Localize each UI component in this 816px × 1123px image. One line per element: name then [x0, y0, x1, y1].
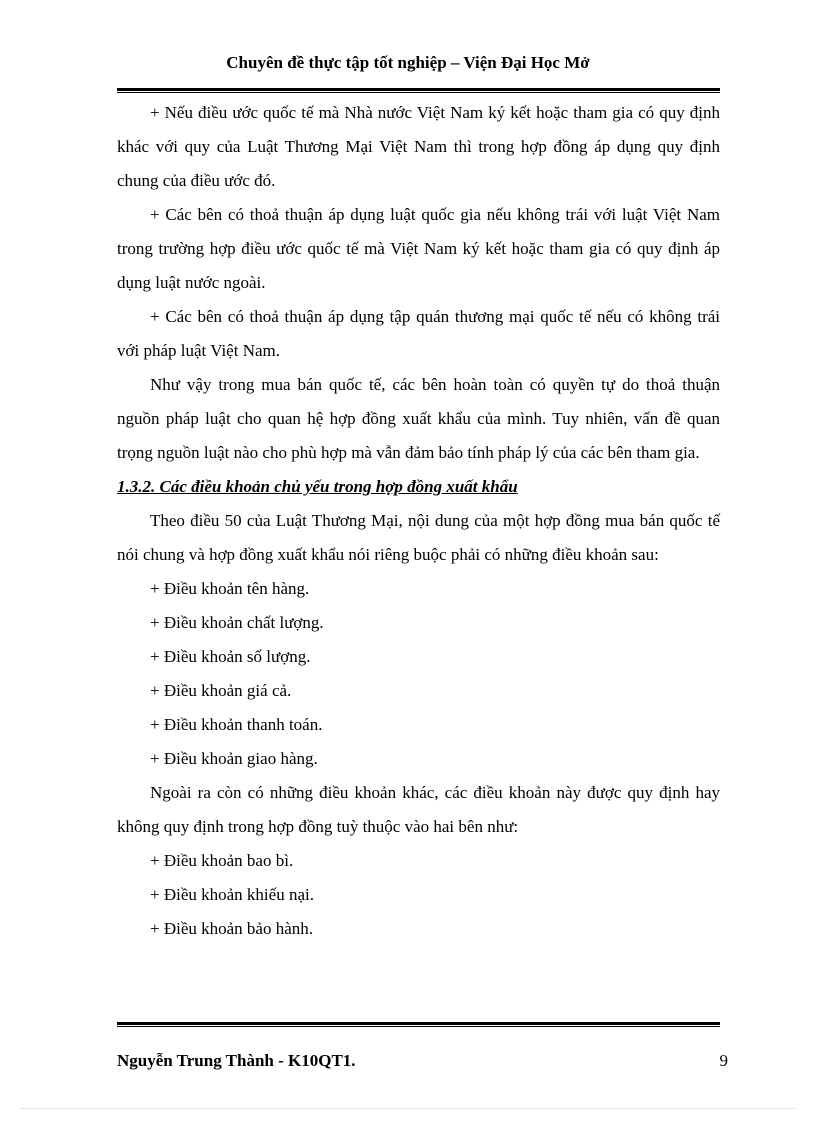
paragraph-clauses-intro: Theo điều 50 của Luật Thương Mại, nội dung của một hợp đồng mua bán quốc tế nói chung và hợp đồng xuất khẩu nói riêng buộc phải có những điều khoản sau: — [117, 511, 720, 564]
paragraph-international-treaty: + Nếu điều ước quốc tế mà Nhà nước Việt Nam ký kết hoặc tham gia có quy định khác với quy của Luật Thương Mại Việt Nam thì trong hợp đồng áp dụng quy định chung của điều ước đó. — [117, 103, 720, 190]
list-item: + Điều khoản số lượng. — [150, 647, 311, 666]
footer-divider — [117, 1022, 720, 1027]
page-number: 9 — [719, 1051, 728, 1070]
list-item: + Điều khoản giá cả. — [150, 681, 292, 700]
list-item: + Điều khoản bao bì. — [150, 851, 294, 870]
page-header-title: Chuyên đề thực tập tốt nghiệp – Viện Đại Học Mở — [226, 53, 590, 72]
paragraph-national-law: + Các bên có thoả thuận áp dụng luật quốc gia nếu không trái với luật Việt Nam trong trường hợp điều ước quốc tế mà Việt Nam ký kết hoặc tham gia có quy định áp dụng luật nước ngoài. — [117, 205, 720, 292]
list-item: + Điều khoản bảo hành. — [150, 919, 314, 938]
list-item: + Điều khoản thanh toán. — [150, 715, 323, 734]
list-item: + Điều khoản tên hàng. — [150, 579, 310, 598]
list-item: + Điều khoản khiếu nại. — [150, 885, 314, 904]
document-body — [117, 96, 720, 946]
paragraph-trade-custom: + Các bên có thoả thuận áp dụng tập quán thương mại quốc tế nếu có không trái với pháp luật Việt Nam. — [117, 307, 720, 360]
page-bottom-edge — [20, 1108, 796, 1109]
paragraph-other-clauses: Ngoài ra còn có những điều khoản khác, các điều khoản này được quy định hay không quy định trong hợp đồng tuỳ thuộc vào hai bên như: — [117, 783, 720, 836]
main-clauses-list — [117, 572, 720, 776]
list-item: + Điều khoản chất lượng. — [150, 613, 324, 632]
header-divider — [117, 88, 720, 93]
paragraph-summary: Như vậy trong mua bán quốc tế, các bên hoàn toàn có quyền tự do thoả thuận nguồn pháp luật cho quan hệ hợp đồng xuất khẩu của mình. Tuy nhiên, vấn đề quan trọng nguồn luật nào cho phù hợp mà vẫn đảm bảo tính pháp lý của các bên tham gia. — [117, 375, 720, 462]
other-clauses-list — [117, 844, 720, 946]
footer-author: Nguyễn Trung Thành - K10QT1. — [117, 1051, 356, 1070]
list-item: + Điều khoản giao hàng. — [150, 749, 318, 768]
section-heading: 1.3.2. Các điều khoản chủ yếu trong hợp đồng xuất khẩu — [117, 477, 518, 496]
